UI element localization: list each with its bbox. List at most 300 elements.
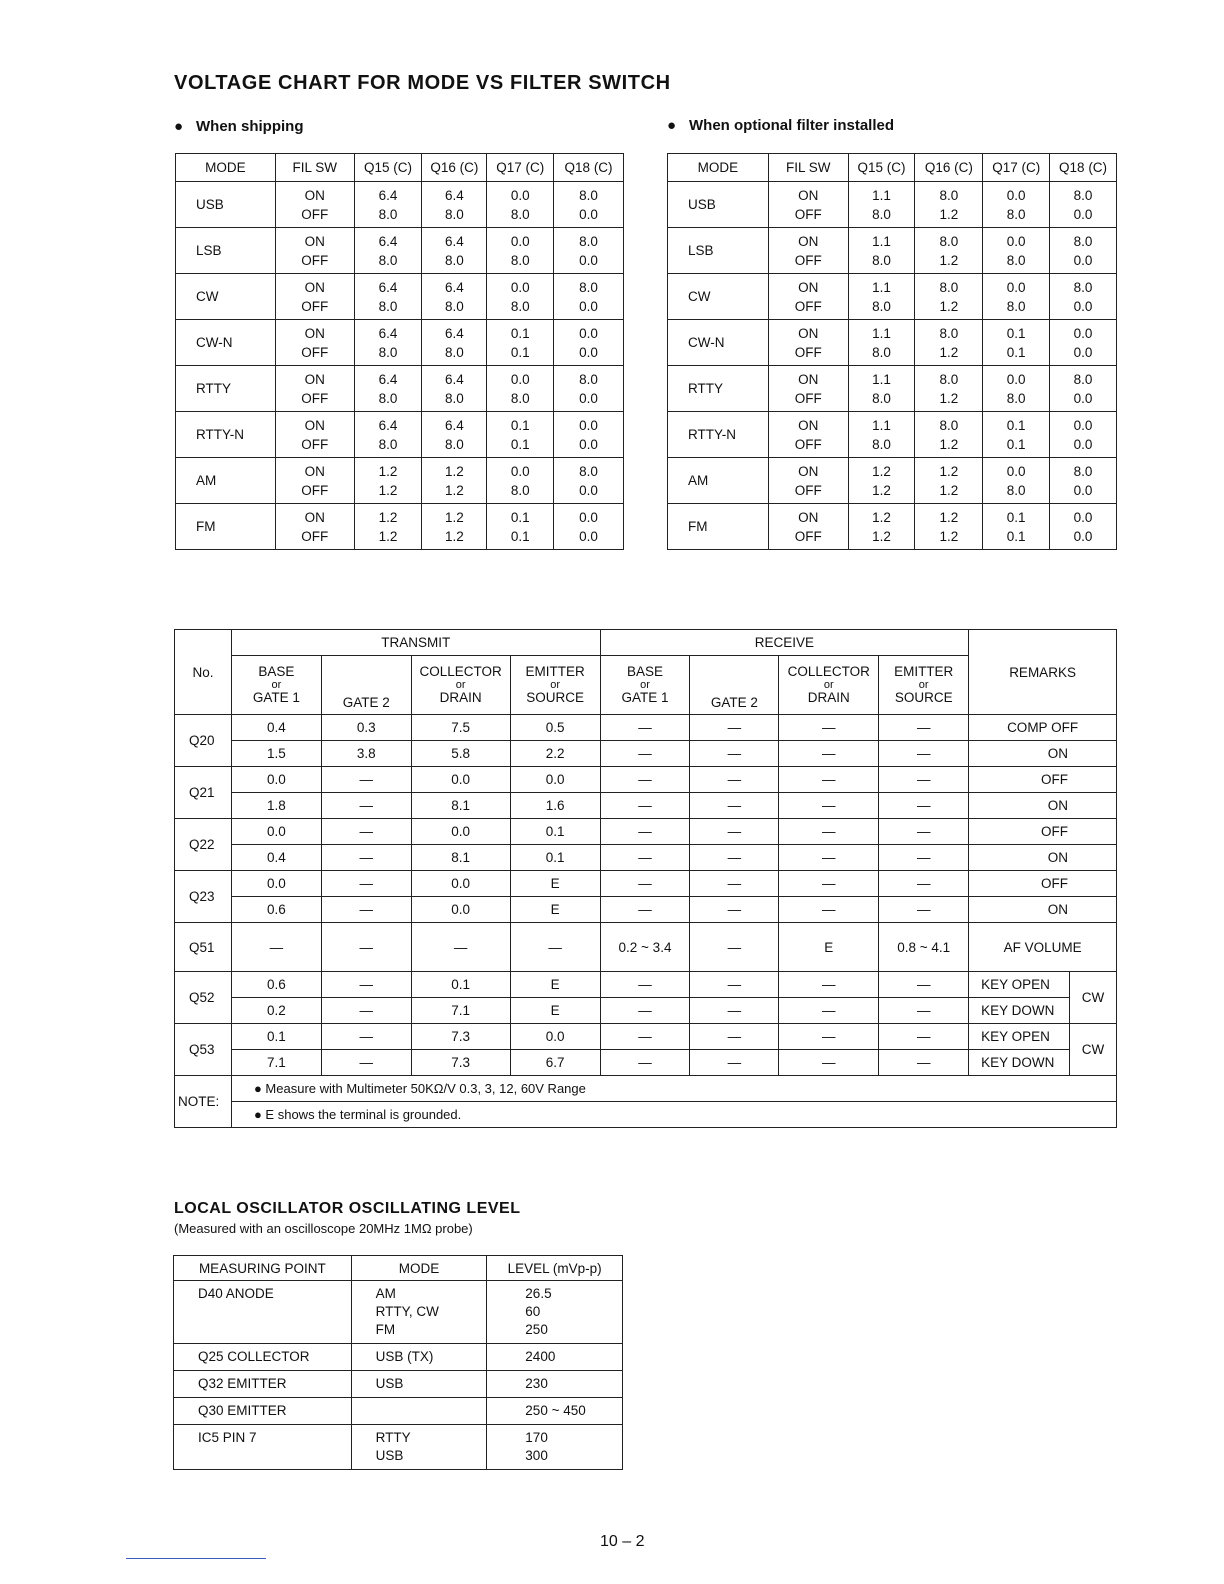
voltage-cell: 0.3 — [321, 715, 411, 741]
q17-on-value: 0.0 — [1006, 187, 1026, 203]
voltage-cell: — — [321, 1050, 411, 1076]
column-header: Q17 (C) — [983, 154, 1050, 182]
q17-off-value: 8.0 — [1006, 482, 1026, 498]
switch-off-label: OFF — [794, 252, 822, 268]
q16-cell — [915, 458, 983, 504]
q17-off-value: 0.1 — [510, 344, 530, 360]
voltage-cell: — — [879, 998, 969, 1024]
voltage-cell: 7.3 — [411, 1024, 510, 1050]
note-label: NOTE: — [175, 1076, 232, 1128]
table-row — [175, 972, 1117, 998]
q18-off-value: 0.0 — [1073, 390, 1093, 406]
q16-off-value: 8.0 — [444, 390, 464, 406]
voltage-cell: — — [321, 923, 411, 972]
q18-off-value: 0.0 — [579, 344, 598, 360]
mode-value: USB — [375, 1448, 404, 1463]
column-header: Q17 (C) — [487, 154, 554, 182]
right-heading-text: When optional filter installed — [689, 117, 895, 134]
switch-off-label: OFF — [301, 206, 329, 222]
q18-on-value: 0.0 — [579, 417, 598, 433]
voltage-cell: 7.3 — [411, 1050, 510, 1076]
mode-cell — [351, 1398, 487, 1425]
table-row — [175, 1024, 1117, 1050]
voltage-cell: E — [510, 897, 600, 923]
q16-off-value: 1.2 — [444, 482, 464, 498]
voltage-cell: — — [690, 1024, 779, 1050]
q16-off-value: 8.0 — [444, 298, 464, 314]
switch-on-label: ON — [304, 233, 325, 249]
column-header: MODE — [176, 154, 276, 182]
mode-value: RTTY — [375, 1430, 411, 1445]
voltage-cell: 7.1 — [231, 1050, 321, 1076]
voltage-cell: — — [779, 767, 879, 793]
table-row — [175, 923, 1117, 972]
voltage-cell: 0.0 — [231, 767, 321, 793]
q15-cell — [848, 366, 915, 412]
mode-cell: CW-N — [668, 320, 769, 366]
q17-cell — [487, 458, 554, 504]
column-header: Q18 (C) — [1050, 154, 1117, 182]
q17-on-value: 0.0 — [510, 233, 530, 249]
q15-cell — [354, 182, 422, 228]
q17-cell — [983, 366, 1050, 412]
level-value: 250 — [525, 1322, 548, 1337]
voltage-cell: 0.1 — [411, 972, 510, 998]
mode-value: FM — [375, 1322, 396, 1337]
voltage-cell: — — [690, 819, 779, 845]
q16-off-value: 1.2 — [939, 528, 959, 544]
voltage-cell: — — [879, 715, 969, 741]
q18-cell — [554, 182, 624, 228]
fil-sw-cell — [275, 458, 354, 504]
q16-on-value: 8.0 — [939, 325, 959, 341]
voltage-cell: — — [690, 923, 779, 972]
terminal-header — [690, 656, 779, 715]
q17-off-value: 8.0 — [1006, 206, 1026, 222]
voltage-cell: — — [600, 715, 690, 741]
q16-off-value: 1.2 — [939, 206, 959, 222]
q16-cell — [422, 504, 487, 550]
q15-cell — [354, 412, 422, 458]
voltage-cell: — — [690, 767, 779, 793]
switch-off-label: OFF — [794, 390, 822, 406]
table-header-row — [176, 154, 624, 182]
table-row — [175, 998, 1117, 1024]
q16-on-value: 6.4 — [444, 417, 464, 433]
mode-value: AM — [375, 1286, 396, 1301]
oscillator-title: LOCAL OSCILLATOR OSCILLATING LEVEL — [174, 1200, 521, 1217]
q16-cell — [422, 228, 487, 274]
table-row — [668, 228, 1117, 274]
measuring-point-cell: D40 ANODE — [174, 1281, 352, 1344]
q15-cell — [848, 182, 915, 228]
remark-cell: KEY OPEN — [969, 972, 1070, 998]
voltage-cell: — — [690, 715, 779, 741]
voltage-cell: — — [779, 1050, 879, 1076]
voltage-cell: — — [600, 897, 690, 923]
q15-off-value: 8.0 — [872, 206, 891, 222]
switch-on-label: ON — [798, 325, 819, 341]
bullet-icon: ● — [174, 118, 184, 135]
terminal-label: or — [455, 679, 466, 691]
switch-off-label: OFF — [794, 436, 822, 452]
fil-sw-cell — [275, 412, 354, 458]
switch-on-label: ON — [304, 509, 325, 525]
switch-on-label: ON — [304, 371, 325, 387]
terminal-header — [879, 656, 969, 715]
voltage-cell: — — [600, 998, 690, 1024]
voltage-cell: 0.0 — [411, 819, 510, 845]
table-row — [175, 767, 1117, 793]
terminal-label: DRAIN — [439, 690, 482, 705]
mode-cell — [351, 1371, 487, 1398]
terminal-label: BASE — [258, 664, 295, 679]
q15-cell — [354, 504, 422, 550]
voltage-cell: — — [690, 871, 779, 897]
voltage-cell: 0.5 — [510, 715, 600, 741]
voltage-cell: 1.6 — [510, 793, 600, 819]
voltage-cell: — — [879, 845, 969, 871]
q17-cell — [487, 182, 554, 228]
q16-off-value: 1.2 — [939, 482, 959, 498]
q16-cell — [915, 274, 983, 320]
voltage-cell: — — [779, 715, 879, 741]
voltage-cell: — — [879, 1050, 969, 1076]
table-row — [668, 182, 1117, 228]
left-heading — [174, 118, 303, 135]
voltage-cell: — — [690, 972, 779, 998]
terminal-header — [411, 656, 510, 715]
q15-cell — [354, 274, 422, 320]
q16-cell — [915, 182, 983, 228]
q17-cell — [983, 458, 1050, 504]
terminal-label: SOURCE — [526, 690, 584, 705]
q16-on-value: 1.2 — [939, 463, 959, 479]
q17-off-value: 8.0 — [510, 298, 530, 314]
q18-off-value: 0.0 — [579, 482, 598, 498]
q17-on-value: 0.0 — [1006, 279, 1026, 295]
terminal-header — [231, 656, 321, 715]
voltage-cell: E — [510, 998, 600, 1024]
right-heading — [667, 117, 894, 134]
column-header: MODE — [351, 1256, 487, 1281]
q16-off-value: 8.0 — [444, 252, 464, 268]
fil-sw-cell — [275, 228, 354, 274]
voltage-cell: 0.0 — [411, 897, 510, 923]
q15-off-value: 8.0 — [378, 206, 398, 222]
q15-on-value: 1.1 — [872, 187, 891, 203]
footer-rule — [126, 1558, 266, 1559]
voltage-cell: — — [879, 793, 969, 819]
q17-off-value: 8.0 — [510, 390, 530, 406]
column-header: LEVEL (mVp-p) — [487, 1256, 623, 1281]
q16-cell — [915, 412, 983, 458]
switch-on-label: ON — [304, 279, 325, 295]
q18-off-value: 0.0 — [579, 436, 598, 452]
switch-off-label: OFF — [301, 482, 329, 498]
table-row — [176, 228, 624, 274]
voltage-cell: — — [321, 897, 411, 923]
voltage-cell: 0.0 — [510, 1024, 600, 1050]
q15-cell — [848, 320, 915, 366]
q15-on-value: 1.1 — [872, 279, 891, 295]
voltage-cell: — — [779, 845, 879, 871]
q18-off-value: 0.0 — [1073, 436, 1093, 452]
note-text: ● Measure with Multimeter 50KΩ/V 0.3, 3, 12, 60V Range — [231, 1076, 1116, 1102]
table-row — [175, 845, 1117, 871]
table-row — [668, 366, 1117, 412]
voltage-cell: — — [779, 972, 879, 998]
voltage-cell: 1.5 — [231, 741, 321, 767]
q17-cell — [487, 320, 554, 366]
column-header: FIL SW — [275, 154, 354, 182]
transistor-voltage-table — [174, 629, 1117, 1128]
voltage-cell: 1.8 — [231, 793, 321, 819]
q18-on-value: 8.0 — [579, 187, 598, 203]
q18-cell — [554, 228, 624, 274]
q18-on-value: 8.0 — [579, 463, 598, 479]
remark-cell: ON — [969, 845, 1117, 871]
q15-off-value: 1.2 — [378, 528, 398, 544]
switch-on-label: ON — [304, 187, 325, 203]
q18-cell — [554, 366, 624, 412]
q18-cell — [554, 274, 624, 320]
voltage-cell: — — [690, 741, 779, 767]
q15-off-value: 1.2 — [872, 528, 891, 544]
terminal-label: or — [550, 679, 560, 691]
switch-off-label: OFF — [794, 528, 822, 544]
remark-cell: OFF — [969, 819, 1117, 845]
q16-cell — [422, 366, 487, 412]
terminal-header — [779, 656, 879, 715]
q17-off-value: 0.1 — [510, 528, 530, 544]
table-row — [176, 366, 624, 412]
mode-cell: RTTY — [176, 366, 276, 412]
no-header: No. — [175, 630, 232, 715]
voltage-cell: 2.2 — [510, 741, 600, 767]
table-header-row — [174, 1256, 623, 1281]
voltage-cell: — — [600, 1050, 690, 1076]
voltage-cell: — — [510, 923, 600, 972]
voltage-cell: — — [879, 871, 969, 897]
voltage-cell: — — [231, 923, 321, 972]
q15-on-value: 1.1 — [872, 325, 891, 341]
q17-cell — [487, 504, 554, 550]
table-row — [668, 320, 1117, 366]
q15-off-value: 8.0 — [378, 298, 398, 314]
q16-cell — [915, 504, 983, 550]
voltage-cell: — — [600, 767, 690, 793]
q15-cell — [848, 504, 915, 550]
table-row — [175, 871, 1117, 897]
voltage-cell: 5.8 — [411, 741, 510, 767]
mode-value: USB — [375, 1376, 404, 1391]
terminal-label: GATE 1 — [621, 690, 669, 705]
note-row — [175, 1076, 1117, 1102]
level-value: 60 — [525, 1304, 541, 1319]
voltage-cell: — — [600, 871, 690, 897]
q16-on-value: 1.2 — [444, 463, 464, 479]
column-header: Q16 (C) — [422, 154, 487, 182]
table-row — [176, 274, 624, 320]
q17-on-value: 0.0 — [510, 187, 530, 203]
voltage-cell: E — [779, 923, 879, 972]
q18-off-value: 0.0 — [579, 206, 598, 222]
transistor-no: Q51 — [175, 923, 232, 972]
measuring-point-cell: Q30 EMITTER — [174, 1398, 352, 1425]
q18-cell — [554, 458, 624, 504]
q18-cell — [1050, 320, 1117, 366]
voltage-cell: 0.1 — [510, 819, 600, 845]
q18-off-value: 0.0 — [579, 390, 598, 406]
q15-on-value: 6.4 — [378, 187, 398, 203]
voltage-cell: — — [600, 972, 690, 998]
oscillator-level-table — [173, 1255, 623, 1470]
mode-side-cell: CW — [1070, 972, 1117, 1024]
level-cell — [487, 1371, 623, 1398]
switch-on-label: ON — [304, 325, 325, 341]
q16-cell — [422, 458, 487, 504]
voltage-cell: — — [690, 897, 779, 923]
q18-on-value: 0.0 — [579, 325, 598, 341]
voltage-cell: — — [600, 1024, 690, 1050]
q16-on-value: 6.4 — [444, 233, 464, 249]
mode-cell: USB — [668, 182, 769, 228]
mode-cell: USB — [176, 182, 276, 228]
q18-on-value: 0.0 — [1073, 509, 1093, 525]
voltage-cell: 0.0 — [411, 767, 510, 793]
q15-on-value: 1.2 — [378, 509, 398, 525]
q18-cell — [554, 320, 624, 366]
fil-sw-cell — [275, 274, 354, 320]
q16-on-value: 8.0 — [939, 187, 959, 203]
level-cell — [487, 1344, 623, 1371]
voltage-cell: — — [321, 972, 411, 998]
measuring-point-cell: Q32 EMITTER — [174, 1371, 352, 1398]
voltage-cell: 0.6 — [231, 897, 321, 923]
q15-on-value: 1.1 — [872, 417, 891, 433]
voltage-cell: 0.4 — [231, 715, 321, 741]
q18-cell — [1050, 458, 1117, 504]
terminal-label: EMITTER — [525, 664, 585, 679]
terminal-label: GATE 1 — [252, 690, 300, 705]
mode-cell: RTTY-N — [176, 412, 276, 458]
voltage-cell: — — [879, 897, 969, 923]
table-row — [668, 412, 1117, 458]
terminal-header — [600, 656, 690, 715]
q18-off-value: 0.0 — [579, 528, 598, 544]
voltage-cell: 0.2 ~ 3.4 — [600, 923, 690, 972]
q16-cell — [422, 412, 487, 458]
q17-cell — [983, 320, 1050, 366]
q18-cell — [1050, 228, 1117, 274]
terminal-label: SOURCE — [894, 690, 953, 705]
q16-on-value: 1.2 — [939, 509, 959, 525]
voltage-cell: 8.1 — [411, 845, 510, 871]
q15-off-value: 8.0 — [872, 298, 891, 314]
q18-off-value: 0.0 — [1073, 252, 1093, 268]
remark-cell: KEY DOWN — [969, 998, 1070, 1024]
q17-on-value: 0.0 — [510, 371, 530, 387]
mode-cell: CW — [668, 274, 769, 320]
q15-off-value: 1.2 — [378, 482, 398, 498]
q16-on-value: 6.4 — [444, 371, 464, 387]
voltage-cell: — — [690, 1050, 779, 1076]
q16-on-value: 1.2 — [444, 509, 464, 525]
q17-off-value: 0.1 — [1006, 528, 1026, 544]
q15-on-value: 6.4 — [378, 233, 398, 249]
terminal-header — [321, 656, 411, 715]
voltage-cell: — — [690, 845, 779, 871]
q17-off-value: 8.0 — [1006, 390, 1026, 406]
terminal-label: or — [918, 679, 929, 691]
level-value: 230 — [525, 1376, 548, 1391]
q15-cell — [848, 412, 915, 458]
q15-off-value: 8.0 — [378, 344, 398, 360]
q18-on-value: 0.0 — [1073, 325, 1093, 341]
table-row — [174, 1398, 623, 1425]
q17-cell — [983, 412, 1050, 458]
mode-cell: RTTY-N — [668, 412, 769, 458]
note-text: ● E shows the terminal is grounded. — [231, 1102, 1116, 1128]
remark-cell: OFF — [969, 767, 1117, 793]
remark-cell: ON — [969, 793, 1117, 819]
terminal-label: or — [271, 679, 282, 691]
voltage-cell: 0.0 — [231, 871, 321, 897]
voltage-cell: 0.8 ~ 4.1 — [879, 923, 969, 972]
voltage-cell: — — [321, 819, 411, 845]
voltage-cell: 0.0 — [411, 871, 510, 897]
q17-cell — [983, 504, 1050, 550]
remark-cell: KEY OPEN — [969, 1024, 1070, 1050]
shipping-voltage-table — [175, 153, 624, 550]
switch-off-label: OFF — [301, 528, 329, 544]
q15-cell — [354, 458, 422, 504]
column-header: Q18 (C) — [554, 154, 624, 182]
q18-on-value: 8.0 — [1073, 233, 1093, 249]
q17-off-value: 8.0 — [1006, 298, 1026, 314]
q16-off-value: 8.0 — [444, 206, 464, 222]
bullet-icon: ● — [667, 117, 677, 134]
q17-cell — [983, 274, 1050, 320]
terminal-label: or — [640, 679, 650, 691]
remark-cell: AF VOLUME — [969, 923, 1117, 972]
q16-cell — [422, 274, 487, 320]
level-cell — [487, 1281, 623, 1344]
q16-cell — [422, 320, 487, 366]
column-header: MODE — [668, 154, 769, 182]
mode-cell: CW — [176, 274, 276, 320]
q18-off-value: 0.0 — [579, 298, 598, 314]
voltage-cell: — — [600, 793, 690, 819]
voltage-cell: 0.2 — [231, 998, 321, 1024]
voltage-cell: — — [779, 793, 879, 819]
q15-off-value: 8.0 — [872, 390, 891, 406]
table-row — [668, 458, 1117, 504]
q16-off-value: 1.2 — [939, 436, 959, 452]
q18-cell — [1050, 412, 1117, 458]
q16-off-value: 1.2 — [444, 528, 464, 544]
terminal-label: GATE 2 — [342, 695, 390, 710]
switch-off-label: OFF — [794, 344, 822, 360]
q18-off-value: 0.0 — [1073, 298, 1093, 314]
q16-cell — [915, 228, 983, 274]
fil-sw-cell — [768, 366, 848, 412]
transistor-no: Q53 — [175, 1024, 232, 1076]
note-row — [175, 1102, 1117, 1128]
voltage-cell: 0.4 — [231, 845, 321, 871]
switch-off-label: OFF — [301, 298, 329, 314]
